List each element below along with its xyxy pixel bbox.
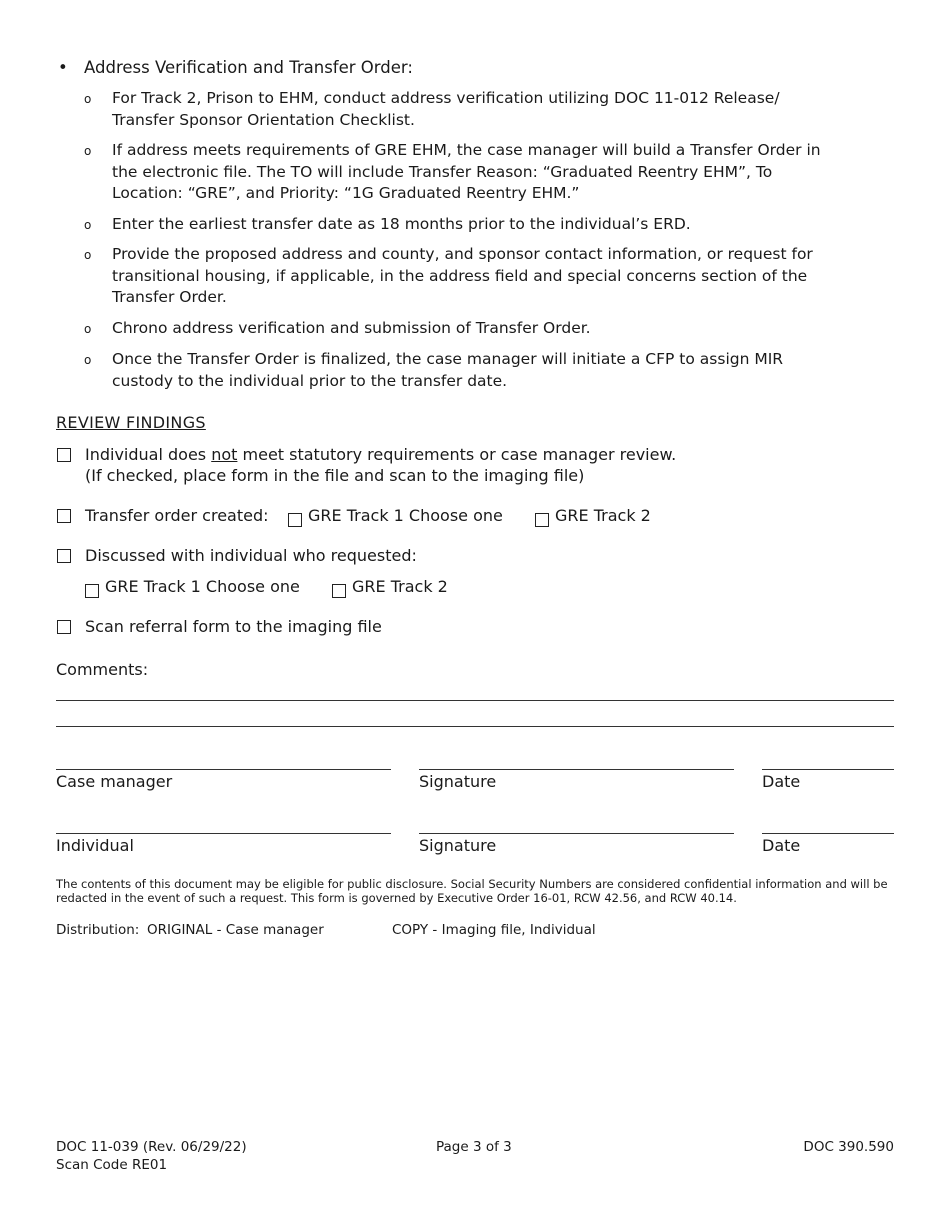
sub-item-line: custody to the individual prior to the transfer date. bbox=[112, 371, 508, 390]
footer-left bbox=[56, 1138, 247, 1174]
case-manager-date-line[interactable] bbox=[762, 769, 894, 770]
sub-item bbox=[84, 88, 884, 131]
not-meet-text-post: meet statutory requirements or case manager review. bbox=[237, 445, 677, 464]
discussed-gre-track2-option bbox=[332, 577, 448, 596]
not-meet-emphasis: not bbox=[211, 445, 238, 464]
circle-bullet-icon: o bbox=[84, 218, 92, 232]
page-number: Page 3 of 3 bbox=[436, 1139, 512, 1155]
transfer-gre-track1-checkbox[interactable] bbox=[288, 513, 302, 527]
case-manager-signature-label: Signature bbox=[419, 772, 497, 791]
case-manager-name-line[interactable] bbox=[56, 769, 391, 770]
discussed-gre-track1-option bbox=[85, 577, 300, 596]
individual-signature-label: Signature bbox=[419, 836, 497, 855]
case-manager-label: Case manager bbox=[56, 772, 173, 791]
circle-bullet-icon: o bbox=[84, 248, 92, 262]
review-findings-heading: REVIEW FINDINGS bbox=[56, 413, 206, 432]
discussed-gre-track1-checkbox[interactable] bbox=[85, 584, 99, 598]
not-meet-label bbox=[85, 445, 676, 464]
sub-item-line: Enter the earliest transfer date as 18 months prior to the individual’s ERD. bbox=[112, 215, 691, 233]
disclosure-text: The contents of this document may be eligible for public disclosure. Social Security Numbers are considered confidential information and will be redacted in the event of such a request. This form is governed by Executive Order 16-01, RCW 42.56, and RCW 40.14. bbox=[56, 877, 888, 905]
comments-label: Comments: bbox=[56, 660, 149, 679]
sub-item bbox=[84, 214, 884, 236]
transfer-gre-track2-option bbox=[535, 506, 651, 525]
sub-item-line: Location: “GRE”, and Priority: “1G Graduated Reentry EHM.” bbox=[112, 184, 580, 202]
not-meet-checkbox[interactable] bbox=[57, 448, 71, 462]
distribution-original: ORIGINAL - Case manager bbox=[147, 922, 324, 938]
sub-item bbox=[84, 140, 884, 205]
individual-signature-line[interactable] bbox=[419, 833, 734, 834]
individual-name-line[interactable] bbox=[56, 833, 391, 834]
sub-item-line: the electronic file. The TO will include Transfer Reason: “Graduated Reentry EHM”, To bbox=[112, 162, 773, 181]
case-manager-date-label: Date bbox=[762, 772, 801, 791]
discussed-checkbox[interactable] bbox=[57, 549, 71, 563]
sub-item-line: Once the Transfer Order is finalized, the case manager will initiate a CFP to assign MIR bbox=[112, 350, 784, 368]
circle-bullet-icon: o bbox=[84, 322, 92, 336]
sub-item-line: For Track 2, Prison to EHM, conduct address verification utilizing DOC 11-012 Release/ bbox=[112, 89, 780, 107]
bullet-dot: • bbox=[58, 58, 68, 77]
sub-item bbox=[84, 349, 884, 392]
sub-item-line: Transfer Sponsor Orientation Checklist. bbox=[112, 110, 415, 129]
distribution-prefix: Distribution: bbox=[56, 922, 140, 938]
sub-item-line: Transfer Order. bbox=[112, 288, 227, 306]
comments-line[interactable] bbox=[56, 726, 894, 727]
sub-item-line: Chrono address verification and submission of Transfer Order. bbox=[112, 319, 591, 337]
transfer-gre-track2-label: GRE Track 2 bbox=[555, 506, 651, 525]
sub-item-line: transitional housing, if applicable, in the address field and special concerns section of the bbox=[112, 266, 808, 285]
individual-date-label: Date bbox=[762, 836, 801, 855]
form-id: DOC 11-039 (Rev. 06/29/22) bbox=[56, 1139, 247, 1155]
circle-bullet-icon: o bbox=[84, 144, 92, 158]
discussed-gre-track2-checkbox[interactable] bbox=[332, 584, 346, 598]
not-meet-text-pre: Individual does bbox=[85, 445, 212, 464]
transfer-gre-track1-option bbox=[288, 506, 503, 525]
sub-item-line: If address meets requirements of GRE EHM, the case manager will build a Transfer Order in bbox=[112, 141, 821, 159]
sub-item bbox=[84, 318, 884, 340]
transfer-order-label: Transfer order created: bbox=[85, 506, 269, 525]
section-bullet-text: Address Verification and Transfer Order: bbox=[84, 58, 413, 77]
circle-bullet-icon: o bbox=[84, 92, 92, 106]
not-meet-note: (If checked, place form in the file and scan to the imaging file) bbox=[85, 466, 585, 485]
scan-label: Scan referral form to the imaging file bbox=[85, 617, 382, 636]
sub-item-line: Provide the proposed address and county, and sponsor contact information, or request for bbox=[112, 245, 813, 263]
circle-bullet-icon: o bbox=[84, 353, 92, 367]
sub-item bbox=[84, 244, 884, 309]
discussed-gre-track1-label: GRE Track 1 Choose one bbox=[105, 577, 300, 596]
comments-line[interactable] bbox=[56, 700, 894, 701]
individual-date-line[interactable] bbox=[762, 833, 894, 834]
discussed-label: Discussed with individual who requested: bbox=[85, 546, 417, 565]
discussed-gre-track2-label: GRE Track 2 bbox=[352, 577, 448, 596]
transfer-gre-track1-label: GRE Track 1 Choose one bbox=[308, 506, 503, 525]
distribution-copy: COPY - Imaging file, Individual bbox=[392, 922, 596, 938]
policy-number: DOC 390.590 bbox=[803, 1139, 894, 1155]
individual-label: Individual bbox=[56, 836, 134, 855]
transfer-gre-track2-checkbox[interactable] bbox=[535, 513, 549, 527]
scan-code: Scan Code RE01 bbox=[56, 1157, 168, 1173]
scan-checkbox[interactable] bbox=[57, 620, 71, 634]
case-manager-signature-line[interactable] bbox=[419, 769, 734, 770]
transfer-order-checkbox[interactable] bbox=[57, 509, 71, 523]
